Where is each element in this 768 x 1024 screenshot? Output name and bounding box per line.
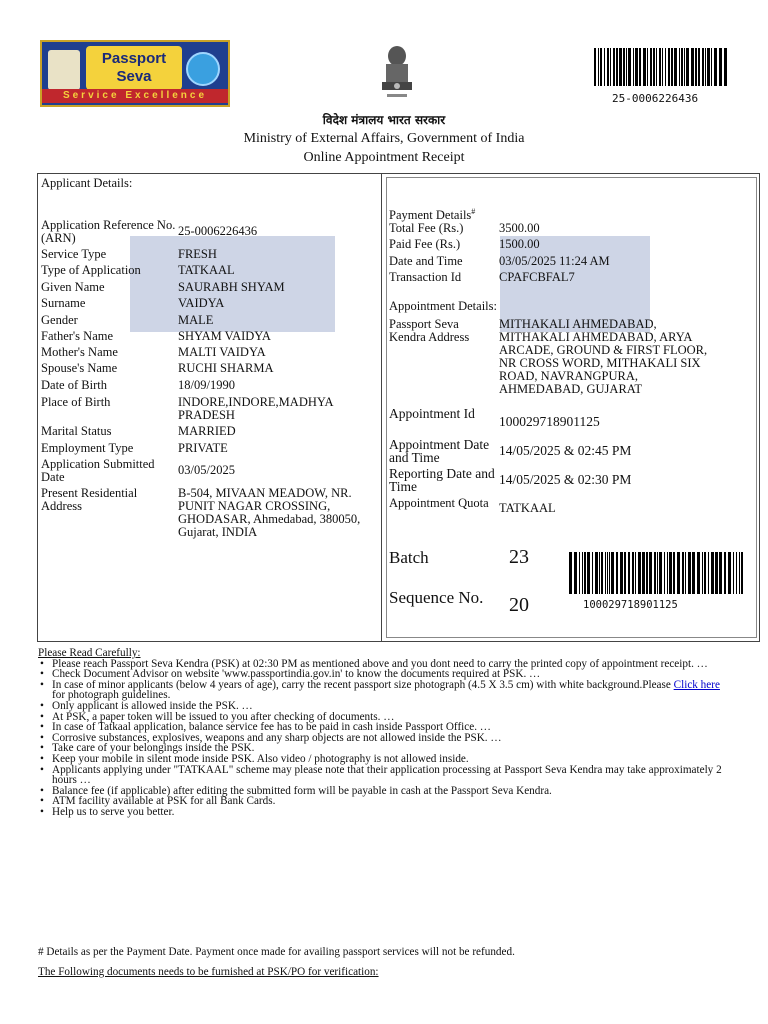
label-total-fee: Total Fee (Rs.) xyxy=(389,221,464,235)
value-arn: 25-0006226436 xyxy=(178,224,258,238)
hindi-title: विदेश मंत्रालय भारत सरकार xyxy=(322,113,446,127)
barcode-bar xyxy=(601,552,603,594)
column-divider xyxy=(381,173,382,642)
barcode-bar xyxy=(659,552,662,594)
value-appointment-datetime: 14/05/2025 & 02:45 PM xyxy=(499,443,632,458)
barcode-bar xyxy=(656,48,657,86)
sequence-label: Sequence No. xyxy=(389,588,484,607)
label-mother-name: Mother's Name xyxy=(41,345,118,359)
instruction-item: • In case of Tatkaal application, balance service fee has to be paid in cash inside Passport Office. … xyxy=(52,722,728,733)
barcode-bar xyxy=(616,48,618,86)
value-surname: VAIDYA xyxy=(178,296,225,310)
barcode-bar xyxy=(633,48,634,86)
label-appointment-datetime: Appointment Date and Time xyxy=(389,437,490,465)
barcode-bar xyxy=(662,48,663,86)
logo-tagline: Service Excellence xyxy=(42,89,228,103)
appointment-barcode-number: 100029718901125 xyxy=(583,599,678,611)
link-suffix: for photograph guidelines. xyxy=(52,689,171,702)
value-residential-address: B-504, MIVAAN MEADOW, NR. PUNIT NAGAR CROSSING, GHODASAR, Ahmedabad, 380050, Gujarat, INDIA xyxy=(178,486,361,539)
barcode-bar xyxy=(724,552,726,594)
instruction-item: • Balance fee (if applicable) after editing the submitted form will be payable in cash at the Passport Seva Kendra. xyxy=(52,786,728,797)
barcode-bar xyxy=(613,48,615,86)
barcode-bar xyxy=(626,48,627,86)
barcode-bar xyxy=(673,552,675,594)
barcode-bar xyxy=(628,552,630,594)
emblem-icon xyxy=(48,50,80,90)
instruction-item: • ATM facility available at PSK for all Bank Cards. xyxy=(52,796,728,807)
barcode-bar xyxy=(702,552,703,594)
barcode-bar xyxy=(595,552,598,594)
batch-value: 23 xyxy=(509,546,529,568)
barcode-bar xyxy=(736,552,737,594)
barcode-bar xyxy=(587,552,590,594)
barcode-bar xyxy=(704,552,706,594)
barcode-bar xyxy=(697,552,700,594)
fee-note: # Details as per the Payment Date. Payment once made for availing passport services will not be refunded. xyxy=(38,946,515,958)
label-paid-fee: Paid Fee (Rs.) xyxy=(389,237,461,251)
globe-icon xyxy=(186,52,220,86)
barcode-bar xyxy=(665,48,666,86)
instruction-item: • Keep your mobile in silent mode inside PSK. Also video / photography is not allowed inside. xyxy=(52,754,728,765)
barcode-bar xyxy=(695,48,697,86)
barcode-bar xyxy=(711,48,712,86)
label-arn: Application Reference No.(ARN) xyxy=(41,218,176,245)
instruction-item: • At PSK, a paper token will be issued to you after checking of documents. … xyxy=(52,712,728,723)
barcode-bar xyxy=(654,552,656,594)
receipt-title: Online Appointment Receipt xyxy=(303,150,465,165)
barcode-bar xyxy=(592,552,593,594)
barcode-bar xyxy=(692,552,695,594)
documents-heading: The Following documents needs to be furnished at PSK/PO for verification: xyxy=(38,966,379,978)
batch-label: Batch xyxy=(389,548,429,567)
arn-barcode xyxy=(594,48,728,86)
value-paid-fee: 1500.00 xyxy=(499,237,540,251)
barcode-bar xyxy=(681,48,683,86)
instructions-block xyxy=(38,648,728,818)
barcode-bar xyxy=(724,48,727,86)
value-employment-type: PRIVATE xyxy=(178,441,228,455)
barcode-bar xyxy=(667,552,668,594)
label-marital-status: Marital Status xyxy=(41,424,112,438)
barcode-bar xyxy=(635,48,638,86)
value-gender: MALE xyxy=(178,313,214,327)
barcode-bar xyxy=(739,552,740,594)
ministry-title: Ministry of External Affairs, Government of India xyxy=(243,131,525,146)
barcode-bar xyxy=(653,48,655,86)
value-transaction-id: CPAFCBFAL7 xyxy=(499,270,575,284)
instruction-item: • Help us to serve you better. xyxy=(52,807,728,818)
barcode-bar xyxy=(600,48,602,86)
barcode-bar xyxy=(708,552,709,594)
appointment-section-label: Appointment Details: xyxy=(389,299,497,313)
label-submitted-date: Application Submitted Date xyxy=(41,457,155,484)
barcode-bar xyxy=(598,48,599,86)
barcode-bar xyxy=(702,48,704,86)
barcode-bar xyxy=(741,552,743,594)
barcode-bar xyxy=(638,552,641,594)
barcode-bar xyxy=(611,552,614,594)
label-employment-type: Employment Type xyxy=(41,441,134,455)
instruction-item: • Corrosive substances, explosives, weapons and any sharp objects are not allowed inside the PSK. … xyxy=(52,733,728,744)
barcode-bar xyxy=(711,552,714,594)
value-payment-date: 03/05/2025 11:24 AM xyxy=(499,254,610,268)
barcode-bar xyxy=(643,48,646,86)
barcode-bar xyxy=(707,48,710,86)
barcode-bar xyxy=(579,552,580,594)
label-surname: Surname xyxy=(41,296,86,310)
value-place-of-birth: INDORE,INDORE,MADHYA PRADESH xyxy=(178,395,333,422)
value-psk-address: MITHAKALI AHMEDABAD, MITHAKALI AHMEDABAD, ARYA ARCADE, GROUND & FIRST FLOOR, NR CROSS WORD, MITHAKALI SIX ROAD, NAVRANGPURA, AHMEDABAD, GUJARAT xyxy=(499,317,708,396)
label-reporting-datetime: Reporting Date and Time xyxy=(389,466,495,494)
barcode-bar xyxy=(669,552,672,594)
sequence-value: 20 xyxy=(509,594,529,616)
value-spouse-name: RUCHI SHARMA xyxy=(178,361,274,375)
applicant-section-label: Applicant Details: xyxy=(41,176,133,190)
photo-guidelines-link[interactable]: Click here xyxy=(673,678,720,691)
barcode-bar xyxy=(624,552,626,594)
barcode-bar xyxy=(674,48,677,86)
barcode-bar xyxy=(664,552,665,594)
barcode-bar xyxy=(594,48,596,86)
barcode-bar xyxy=(685,552,686,594)
barcode-bar xyxy=(635,552,636,594)
instruction-item: • Only applicant is allowed inside the PSK. … xyxy=(52,701,728,712)
value-submitted-date: 03/05/2025 xyxy=(178,463,235,477)
barcode-bar xyxy=(728,552,731,594)
passport-seva-logo xyxy=(40,40,230,107)
barcode-bar xyxy=(616,552,618,594)
label-spouse-name: Spouse's Name xyxy=(41,361,118,375)
label-payment-date: Date and Time xyxy=(389,254,463,268)
label-given-name: Given Name xyxy=(41,280,105,294)
barcode-bar xyxy=(650,48,652,86)
barcode-bar xyxy=(632,552,634,594)
instructions-heading: Please Read Carefully: xyxy=(38,647,141,659)
instructions-list xyxy=(38,659,728,818)
barcode-bar xyxy=(671,48,673,86)
label-gender: Gender xyxy=(41,313,78,327)
label-father-name: Father's Name xyxy=(41,329,114,343)
barcode-bar xyxy=(569,552,572,594)
barcode-bar xyxy=(642,552,645,594)
value-service-type: FRESH xyxy=(178,247,217,261)
barcode-bar xyxy=(659,48,661,86)
barcode-bar xyxy=(607,48,609,86)
value-given-name: SAURABH SHYAM xyxy=(178,280,285,294)
national-emblem-icon xyxy=(377,42,417,104)
value-total-fee: 3500.00 xyxy=(499,221,540,235)
barcode-bar xyxy=(607,552,608,594)
barcode-bar xyxy=(719,552,722,594)
label-appointment-id: Appointment Id xyxy=(389,406,475,421)
value-reporting-datetime: 14/05/2025 & 02:30 PM xyxy=(499,472,632,487)
instruction-item: • Applicants applying under "TATKAAL" scheme may please note that their application processing at Passport Seva Kendra may take approximately 2 hours … xyxy=(52,765,728,786)
payment-section-label: Payment Details# xyxy=(389,207,476,223)
barcode-bar xyxy=(691,48,694,86)
instruction-item: • In case of minor applicants (below 4 years of age), carry the recent passport size photograph (4.5 X 3.5 cm) with white background.Please Click here for photograph guidelines. xyxy=(52,680,728,701)
barcode-bar xyxy=(604,48,605,86)
value-marital-status: MARRIED xyxy=(178,424,236,438)
barcode-bar xyxy=(628,48,631,86)
barcode-bar xyxy=(719,48,722,86)
value-date-of-birth: 18/09/1990 xyxy=(178,378,235,392)
value-father-name: SHYAM VAIDYA xyxy=(178,329,271,343)
barcode-bar xyxy=(610,48,611,86)
value-application-type: TATKAAL xyxy=(178,263,235,277)
barcode-bar xyxy=(688,552,691,594)
barcode-bar xyxy=(698,48,700,86)
barcode-bar xyxy=(646,552,648,594)
label-transaction-id: Transaction Id xyxy=(389,270,462,284)
barcode-bar xyxy=(620,552,623,594)
barcode-bar xyxy=(639,48,641,86)
logo-line1: Passport xyxy=(101,50,167,67)
label-date-of-birth: Date of Birth xyxy=(41,378,107,392)
arn-barcode-number: 25-0006226436 xyxy=(612,92,699,105)
barcode-bar xyxy=(582,552,583,594)
label-psk-address: Passport Seva Kendra Address xyxy=(389,317,470,344)
value-appointment-id: 100029718901125 xyxy=(499,414,600,429)
instruction-item: • Take care of your belongings inside the PSK. xyxy=(52,743,728,754)
label-place-of-birth: Place of Birth xyxy=(41,395,111,409)
barcode-bar xyxy=(705,48,706,86)
barcode-bar xyxy=(623,48,625,86)
barcode-bar xyxy=(649,552,652,594)
barcode-bar xyxy=(609,552,610,594)
barcode-bar xyxy=(682,552,684,594)
label-residential-address: Present Residential Address xyxy=(41,486,138,513)
barcode-bar xyxy=(668,48,670,86)
appointment-barcode xyxy=(569,552,745,594)
barcode-bar xyxy=(679,48,680,86)
barcode-bar xyxy=(584,552,586,594)
instruction-item: • Please reach Passport Seva Kendra (PSK) at 02:30 PM as mentioned above and you dont need to carry the printed copy of appointment receipt. … xyxy=(52,659,728,670)
value-appointment-quota: TATKAAL xyxy=(499,501,556,515)
label-application-type: Type of Application xyxy=(41,263,141,277)
instruction-item: • Check Document Advisor on website 'www.passportindia.gov.in' to know the documents required at PSK. … xyxy=(52,669,728,680)
barcode-bar xyxy=(714,48,717,86)
barcode-bar xyxy=(684,48,685,86)
barcode-bar xyxy=(619,48,622,86)
barcode-bar xyxy=(715,552,718,594)
value-mother-name: MALTI VAIDYA xyxy=(178,345,266,359)
barcode-bar xyxy=(647,48,648,86)
label-appointment-quota: Appointment Quota xyxy=(389,496,489,510)
barcode-bar xyxy=(599,552,600,594)
barcode-bar xyxy=(657,552,658,594)
logo-line2: Seva xyxy=(116,68,152,85)
barcode-bar xyxy=(677,552,680,594)
barcode-bar xyxy=(733,552,734,594)
barcode-bar xyxy=(605,552,606,594)
payment-note-mark: # xyxy=(471,207,476,216)
label-service-type: Service Type xyxy=(41,247,107,261)
barcode-bar xyxy=(686,48,689,86)
barcode-bar xyxy=(574,552,577,594)
